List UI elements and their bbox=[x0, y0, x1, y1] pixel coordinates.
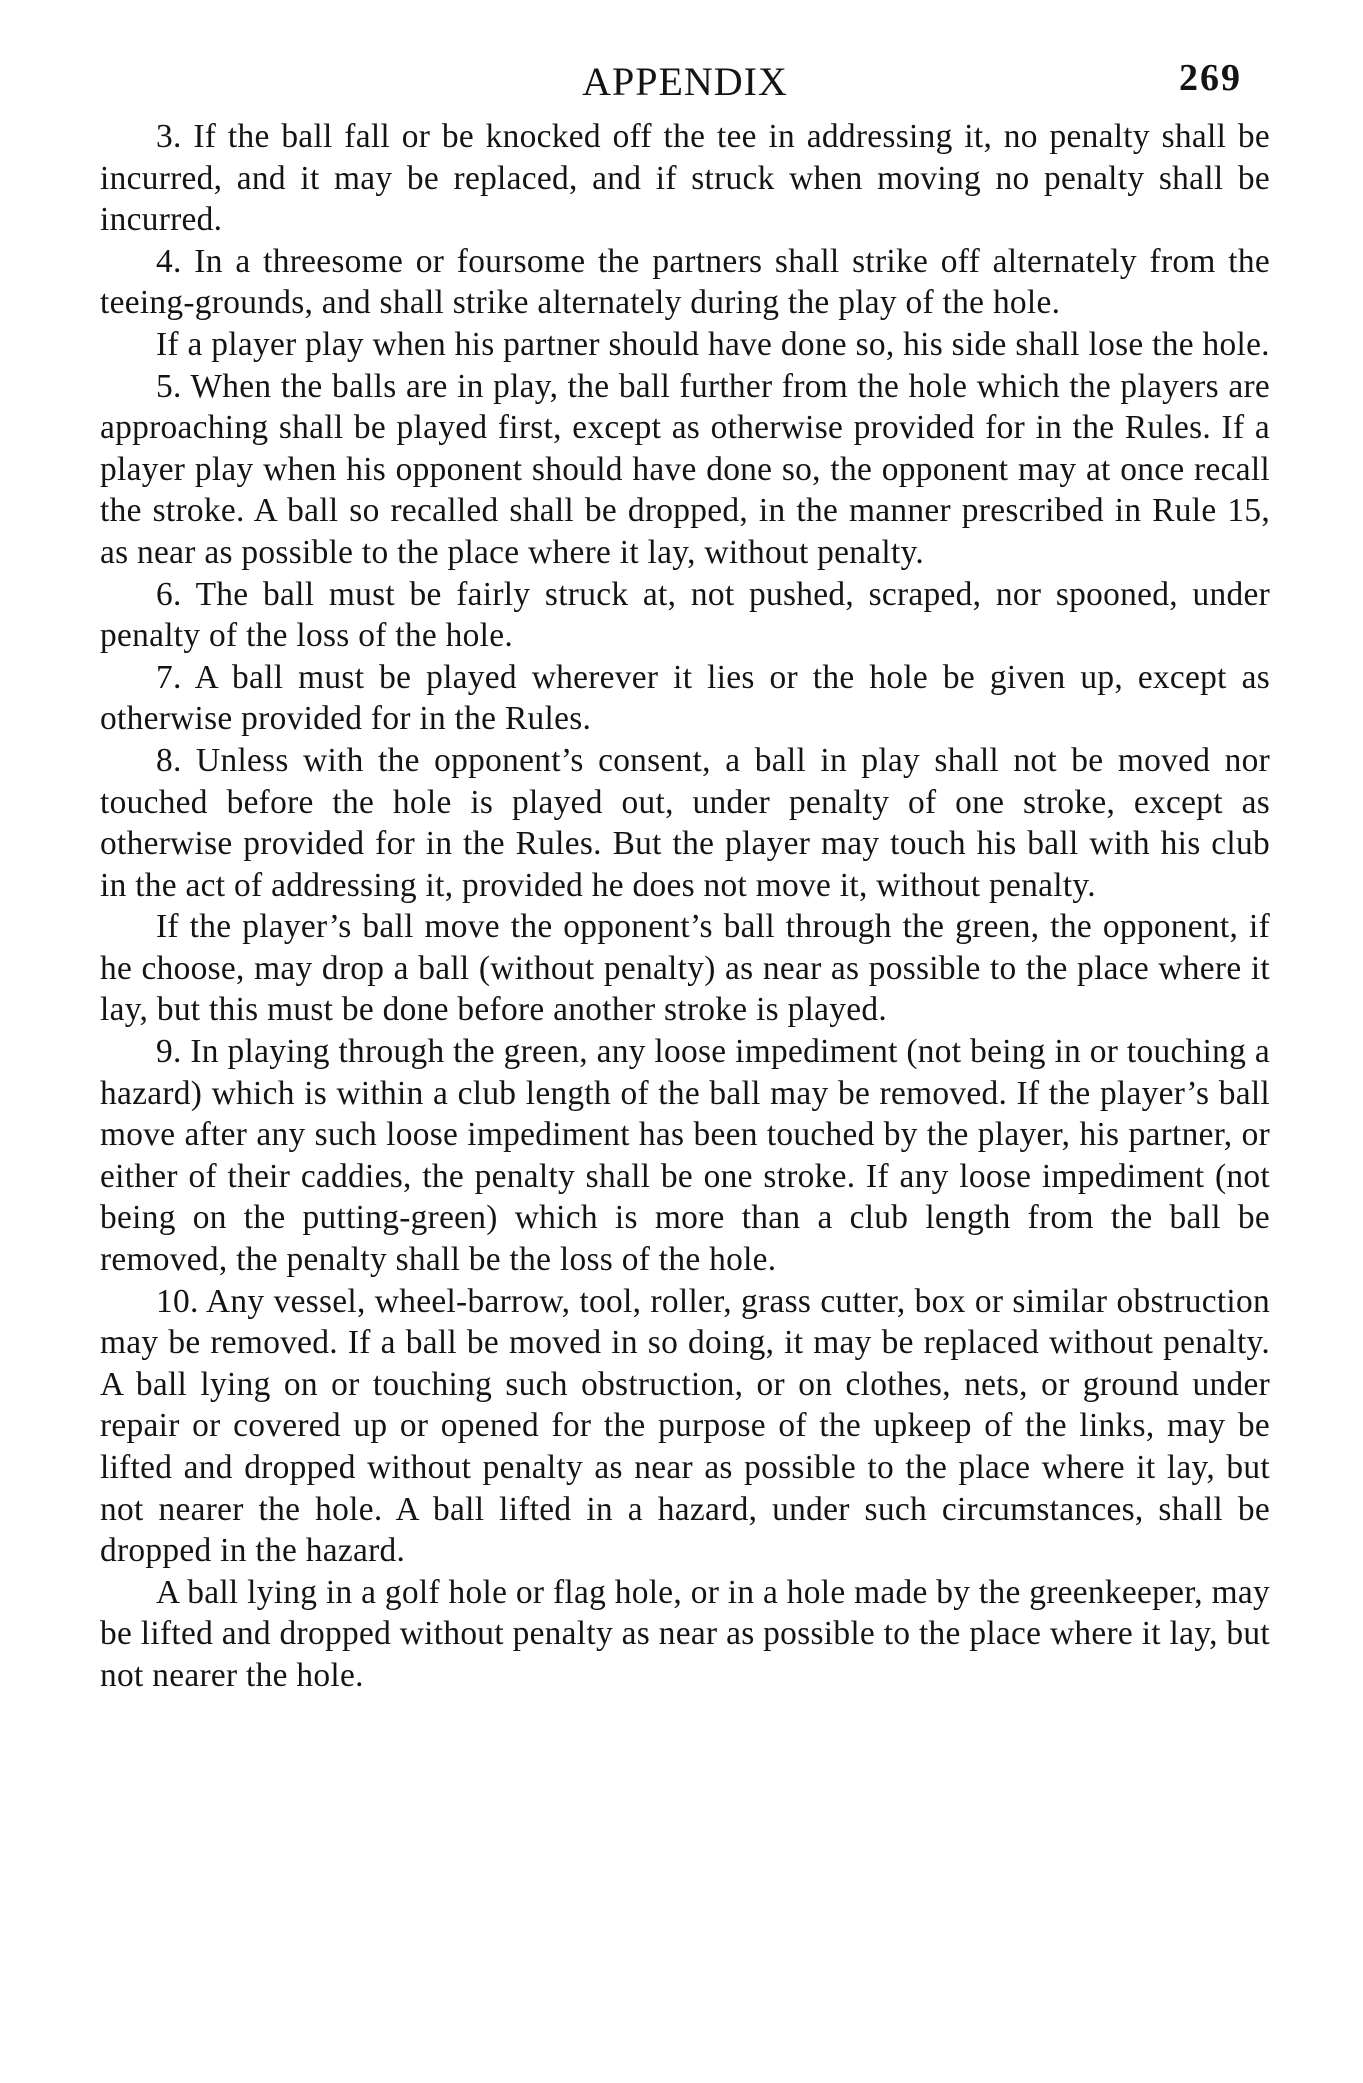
body-text bbox=[100, 116, 1270, 1697]
running-head: APPENDIX bbox=[582, 59, 788, 104]
paragraph-rule-4: 4. In a threesome or foursome the partners shall strike off alternately from the teeing-grounds, and shall strike alternately during the play of the hole. bbox=[100, 242, 1270, 322]
book-page bbox=[100, 50, 1270, 2040]
paragraph-rule-3: 3. If the ball fall or be knocked off the tee in addressing it, no penalty shall be incurred, and it may be replaced, and if struck when moving no penalty shall be incurred. bbox=[100, 118, 1270, 239]
paragraph-rule-7: 7. A ball must be played wherever it lies or the hole be given up, except as otherwise provided for in the Rules. bbox=[100, 658, 1270, 738]
paragraph-rule-8-continued: If the player’s ball move the opponent’s ball through the green, the opponent, if he choose, may drop a ball (without penalty) as near as possible to the place where it lay, but this must be done before another stroke is played. bbox=[100, 908, 1270, 1029]
paragraph-rule-10-continued: A ball lying in a golf hole or flag hole, or in a hole made by the greenkeeper, may be lifted and dropped without penalty as near as possible to the place where it lay, but not nearer the hole. bbox=[100, 1573, 1270, 1694]
page-number: 269 bbox=[1179, 57, 1242, 99]
paragraph-rule-4-continued: If a player play when his partner should have done so, his side shall lose the hole. bbox=[156, 325, 1270, 363]
paragraph-rule-9: 9. In playing through the green, any loose impediment (not being in or touching a hazard) which is within a club length of the ball may be removed. If the player’s ball move after any such loose impediment has been touched by the player, his partner, or either of their caddies, the penalty shall be one stroke. If any loose impediment (not being on the putting-green) which is more than a club length from the ball be removed, the penalty shall be the loss of the hole. bbox=[100, 1033, 1270, 1279]
paragraph-rule-5: 5. When the balls are in play, the ball further from the hole which the players are approaching shall be played first, except as otherwise provided for in the Rules. If a player play when his opponent should have done so, the opponent may at once recall the stroke. A ball so recalled shall be dropped, in the manner prescribed in Rule 15, as near as possible to the place where it lay, without penalty. bbox=[100, 367, 1270, 571]
paragraph-rule-6: 6. The ball must be fairly struck at, not pushed, scraped, nor spooned, under penalty of the loss of the hole. bbox=[100, 575, 1270, 655]
page-header bbox=[100, 50, 1270, 116]
paragraph-rule-10: 10. Any vessel, wheel-barrow, tool, roller, grass cutter, box or similar obstruction may be removed. If a ball be moved in so doing, it may be replaced without penalty. A ball lying on or touching such obstruction, or on clothes, nets, or ground under repair or covered up or opened for the purpose of the upkeep of the links, may be lifted and dropped without penalty as near as possible to the place where it lay, but not nearer the hole. A ball lifted in a hazard, under such circumstances, shall be dropped in the hazard. bbox=[100, 1282, 1270, 1570]
paragraph-rule-8: 8. Unless with the opponent’s consent, a ball in play shall not be moved nor touched before the hole is played out, under penalty of one stroke, except as otherwise provided for in the Rules. But the player may touch his ball with his club in the act of addressing it, provided he does not move it, without penalty. bbox=[100, 741, 1270, 904]
